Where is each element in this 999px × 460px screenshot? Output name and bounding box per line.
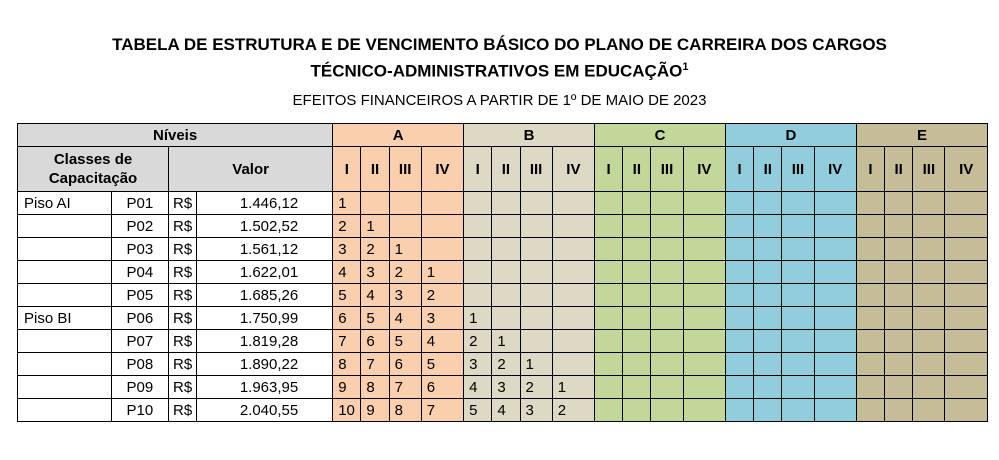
level-cell — [856, 353, 884, 376]
level-cell — [520, 330, 552, 353]
level-header-b-4: IV — [552, 147, 594, 192]
table-row — [18, 261, 988, 284]
valor-cell: 1.750,99 — [197, 307, 333, 330]
level-cell: 1 — [520, 353, 552, 376]
class-code-cell: P07 — [111, 330, 168, 353]
level-cell — [595, 261, 623, 284]
level-cell — [945, 353, 988, 376]
level-cell — [782, 399, 814, 422]
level-cell — [782, 353, 814, 376]
level-cell — [856, 238, 884, 261]
valor-cell: 1.963,95 — [197, 376, 333, 399]
level-cell — [651, 307, 683, 330]
level-cell — [754, 376, 782, 399]
level-cell — [683, 376, 725, 399]
level-cell — [782, 376, 814, 399]
level-cell — [885, 215, 913, 238]
level-cell: 9 — [361, 399, 389, 422]
level-cell: 2 — [421, 284, 463, 307]
level-cell — [552, 238, 594, 261]
level-cell — [913, 284, 945, 307]
level-cell — [754, 192, 782, 215]
level-cell — [492, 238, 520, 261]
level-cell: 1 — [421, 261, 463, 284]
level-cell — [885, 284, 913, 307]
currency-cell: R$ — [169, 399, 197, 422]
level-cell — [814, 215, 856, 238]
level-cell — [683, 284, 725, 307]
class-code-cell: P02 — [111, 215, 168, 238]
level-cell — [651, 215, 683, 238]
level-cell — [856, 284, 884, 307]
piso-cell — [18, 215, 112, 238]
level-cell — [913, 238, 945, 261]
level-cell — [885, 376, 913, 399]
level-cell — [683, 353, 725, 376]
level-cell — [421, 238, 463, 261]
currency-cell: R$ — [169, 307, 197, 330]
group-header-d: D — [725, 124, 856, 147]
level-cell: 4 — [492, 399, 520, 422]
level-cell: 1 — [333, 192, 361, 215]
level-cell — [595, 353, 623, 376]
level-cell: 7 — [389, 376, 421, 399]
class-code-cell: P01 — [111, 192, 168, 215]
currency-cell: R$ — [169, 238, 197, 261]
level-cell — [421, 215, 463, 238]
table-row — [18, 330, 988, 353]
level-cell — [595, 284, 623, 307]
level-cell: 1 — [361, 215, 389, 238]
table-row — [18, 238, 988, 261]
level-cell: 5 — [464, 399, 492, 422]
level-cell — [725, 330, 753, 353]
level-cell — [725, 215, 753, 238]
level-cell: 6 — [361, 330, 389, 353]
level-cell — [520, 261, 552, 284]
level-cell: 4 — [389, 307, 421, 330]
level-cell: 4 — [361, 284, 389, 307]
valor-cell: 1.446,12 — [197, 192, 333, 215]
class-code-cell: P08 — [111, 353, 168, 376]
level-cell — [651, 399, 683, 422]
level-cell — [945, 330, 988, 353]
level-cell: 2 — [464, 330, 492, 353]
piso-cell — [18, 330, 112, 353]
level-header-d-4: IV — [814, 147, 856, 192]
level-cell — [520, 307, 552, 330]
level-header-a-2: II — [361, 147, 389, 192]
level-cell — [651, 353, 683, 376]
level-cell — [782, 261, 814, 284]
level-cell — [464, 284, 492, 307]
level-cell: 2 — [333, 215, 361, 238]
level-cell — [913, 192, 945, 215]
table-row — [18, 284, 988, 307]
level-cell — [814, 353, 856, 376]
currency-cell: R$ — [169, 215, 197, 238]
level-header-a-1: I — [333, 147, 361, 192]
level-cell — [623, 307, 651, 330]
level-cell: 4 — [421, 330, 463, 353]
level-cell — [725, 238, 753, 261]
currency-cell: R$ — [169, 330, 197, 353]
level-cell — [913, 307, 945, 330]
level-cell: 6 — [421, 376, 463, 399]
level-cell: 3 — [421, 307, 463, 330]
piso-cell — [18, 238, 112, 261]
level-cell — [725, 353, 753, 376]
level-cell — [361, 192, 389, 215]
level-cell — [856, 307, 884, 330]
level-header-c-2: II — [623, 147, 651, 192]
level-cell: 7 — [333, 330, 361, 353]
level-cell — [782, 330, 814, 353]
level-header-a-4: IV — [421, 147, 463, 192]
level-header-b-1: I — [464, 147, 492, 192]
level-cell — [623, 399, 651, 422]
level-cell — [464, 238, 492, 261]
level-header-a-3: III — [389, 147, 421, 192]
level-cell — [814, 376, 856, 399]
level-cell: 3 — [464, 353, 492, 376]
level-header-e-4: IV — [945, 147, 988, 192]
level-cell — [552, 330, 594, 353]
level-cell — [683, 238, 725, 261]
level-cell — [595, 330, 623, 353]
level-cell — [595, 238, 623, 261]
level-cell — [913, 353, 945, 376]
level-cell: 3 — [520, 399, 552, 422]
valor-cell: 1.561,12 — [197, 238, 333, 261]
level-cell: 1 — [464, 307, 492, 330]
level-cell: 1 — [552, 376, 594, 399]
level-cell — [885, 399, 913, 422]
level-cell: 5 — [333, 284, 361, 307]
level-cell — [725, 284, 753, 307]
valor-cell: 1.685,26 — [197, 284, 333, 307]
level-cell — [913, 399, 945, 422]
class-code-cell: P04 — [111, 261, 168, 284]
level-cell — [814, 238, 856, 261]
level-cell: 2 — [389, 261, 421, 284]
level-cell — [552, 353, 594, 376]
level-cell — [754, 307, 782, 330]
valor-header: Valor — [169, 147, 333, 192]
level-cell — [492, 284, 520, 307]
level-cell: 2 — [552, 399, 594, 422]
level-cell: 6 — [389, 353, 421, 376]
class-code-cell: P03 — [111, 238, 168, 261]
level-cell — [856, 399, 884, 422]
level-cell — [814, 284, 856, 307]
level-cell — [782, 192, 814, 215]
level-cell — [464, 261, 492, 284]
valor-cell: 1.502,52 — [197, 215, 333, 238]
level-cell — [782, 215, 814, 238]
level-cell — [651, 330, 683, 353]
level-cell — [651, 261, 683, 284]
level-cell — [623, 238, 651, 261]
group-header-b: B — [464, 124, 595, 147]
level-cell — [651, 376, 683, 399]
level-cell — [552, 261, 594, 284]
level-cell — [885, 330, 913, 353]
valor-cell: 1.890,22 — [197, 353, 333, 376]
level-cell — [754, 399, 782, 422]
level-cell: 7 — [421, 399, 463, 422]
level-cell — [595, 215, 623, 238]
level-cell — [623, 376, 651, 399]
level-cell: 3 — [492, 376, 520, 399]
roman-header-row — [18, 147, 988, 192]
level-cell: 2 — [520, 376, 552, 399]
piso-cell — [18, 399, 112, 422]
level-cell: 5 — [389, 330, 421, 353]
classes-header — [18, 147, 169, 192]
level-cell — [683, 192, 725, 215]
level-cell: 7 — [361, 353, 389, 376]
valor-cell: 1.819,28 — [197, 330, 333, 353]
level-cell — [945, 192, 988, 215]
level-cell — [856, 192, 884, 215]
level-cell — [754, 330, 782, 353]
level-cell — [754, 353, 782, 376]
currency-cell: R$ — [169, 284, 197, 307]
level-header-c-3: III — [651, 147, 683, 192]
level-cell: 5 — [361, 307, 389, 330]
group-header-a: A — [333, 124, 464, 147]
level-cell — [814, 330, 856, 353]
level-cell — [595, 399, 623, 422]
level-cell — [814, 192, 856, 215]
class-code-cell: P05 — [111, 284, 168, 307]
niveis-header: Níveis — [18, 124, 333, 147]
level-cell — [814, 261, 856, 284]
level-cell — [754, 238, 782, 261]
currency-cell: R$ — [169, 261, 197, 284]
level-cell — [552, 215, 594, 238]
level-cell — [814, 399, 856, 422]
level-cell — [623, 284, 651, 307]
level-cell — [754, 261, 782, 284]
level-cell: 4 — [464, 376, 492, 399]
level-cell — [913, 215, 945, 238]
level-cell — [885, 353, 913, 376]
level-cell: 10 — [333, 399, 361, 422]
level-cell — [856, 376, 884, 399]
piso-cell: Piso BI — [18, 307, 112, 330]
level-cell — [725, 399, 753, 422]
level-cell — [520, 284, 552, 307]
piso-cell: Piso AI — [18, 192, 112, 215]
level-cell — [492, 192, 520, 215]
level-cell — [683, 215, 725, 238]
level-cell: 5 — [421, 353, 463, 376]
title-footnote-mark: 1 — [682, 61, 689, 73]
level-cell: 1 — [389, 238, 421, 261]
title-line-1: TABELA DE ESTRUTURA E DE VENCIMENTO BÁSICO DO PLANO DE CARREIRA DOS CARGOS — [112, 35, 887, 54]
level-cell: 3 — [389, 284, 421, 307]
level-cell — [623, 215, 651, 238]
level-cell — [725, 192, 753, 215]
level-header-e-1: I — [856, 147, 884, 192]
level-cell: 9 — [333, 376, 361, 399]
level-cell — [651, 192, 683, 215]
document-title — [0, 34, 999, 83]
group-header-row — [18, 124, 988, 147]
level-cell — [856, 261, 884, 284]
level-cell — [421, 192, 463, 215]
level-cell — [651, 284, 683, 307]
level-cell — [683, 330, 725, 353]
level-cell — [683, 399, 725, 422]
level-cell — [885, 192, 913, 215]
group-header-c: C — [595, 124, 726, 147]
title-line-2: TÉCNICO-ADMINISTRATIVOS EM EDUCAÇÃO — [310, 61, 683, 81]
level-cell — [552, 307, 594, 330]
level-header-b-3: III — [520, 147, 552, 192]
level-cell — [782, 284, 814, 307]
level-cell: 6 — [333, 307, 361, 330]
level-cell — [683, 261, 725, 284]
level-cell — [725, 307, 753, 330]
level-cell — [595, 307, 623, 330]
level-header-c-4: IV — [683, 147, 725, 192]
level-header-d-3: III — [782, 147, 814, 192]
level-cell — [814, 307, 856, 330]
level-cell — [945, 238, 988, 261]
level-cell — [623, 353, 651, 376]
level-cell: 4 — [333, 261, 361, 284]
level-cell — [725, 261, 753, 284]
salary-structure-table — [17, 123, 988, 422]
level-cell: 3 — [333, 238, 361, 261]
class-code-cell: P06 — [111, 307, 168, 330]
currency-cell: R$ — [169, 376, 197, 399]
table-row — [18, 376, 988, 399]
level-header-d-1: I — [725, 147, 753, 192]
level-cell — [782, 307, 814, 330]
table-body — [18, 192, 988, 422]
piso-cell — [18, 284, 112, 307]
group-header-e: E — [856, 124, 987, 147]
level-cell — [683, 307, 725, 330]
level-cell: 1 — [492, 330, 520, 353]
piso-cell — [18, 261, 112, 284]
level-cell — [552, 284, 594, 307]
level-cell — [885, 261, 913, 284]
valor-cell: 1.622,01 — [197, 261, 333, 284]
level-cell — [945, 376, 988, 399]
class-code-cell: P09 — [111, 376, 168, 399]
level-cell: 2 — [492, 353, 520, 376]
level-cell — [945, 399, 988, 422]
table-row — [18, 399, 988, 422]
level-cell — [913, 261, 945, 284]
level-cell — [913, 376, 945, 399]
level-cell — [754, 215, 782, 238]
level-cell — [520, 238, 552, 261]
level-cell — [913, 330, 945, 353]
level-cell — [552, 192, 594, 215]
valor-cell: 2.040,55 — [197, 399, 333, 422]
level-cell — [520, 192, 552, 215]
level-cell — [945, 307, 988, 330]
level-cell — [595, 192, 623, 215]
level-cell — [520, 215, 552, 238]
classes-header-label: Classes de Capacitação — [48, 151, 138, 187]
level-cell — [623, 192, 651, 215]
level-header-e-2: II — [885, 147, 913, 192]
level-cell — [945, 284, 988, 307]
level-cell — [782, 238, 814, 261]
level-header-b-2: II — [492, 147, 520, 192]
level-cell — [492, 215, 520, 238]
table-row — [18, 215, 988, 238]
level-cell — [885, 307, 913, 330]
level-cell — [945, 215, 988, 238]
level-cell: 3 — [361, 261, 389, 284]
level-cell — [651, 238, 683, 261]
document-subtitle: EFEITOS FINANCEIROS A PARTIR DE 1º DE MAIO DE 2023 — [292, 92, 707, 109]
level-cell: 8 — [333, 353, 361, 376]
table-row — [18, 307, 988, 330]
level-cell — [623, 261, 651, 284]
table-row — [18, 353, 988, 376]
level-cell — [885, 238, 913, 261]
level-header-c-1: I — [595, 147, 623, 192]
class-code-cell: P10 — [111, 399, 168, 422]
level-cell — [389, 192, 421, 215]
level-cell: 2 — [361, 238, 389, 261]
level-cell: 8 — [389, 399, 421, 422]
level-cell — [464, 215, 492, 238]
level-cell — [856, 330, 884, 353]
level-cell — [725, 376, 753, 399]
level-cell — [492, 261, 520, 284]
level-cell — [595, 376, 623, 399]
level-cell — [492, 307, 520, 330]
piso-cell — [18, 376, 112, 399]
table-row — [18, 192, 988, 215]
level-header-e-3: III — [913, 147, 945, 192]
level-cell — [945, 261, 988, 284]
level-cell — [754, 284, 782, 307]
level-cell — [464, 192, 492, 215]
level-cell — [623, 330, 651, 353]
piso-cell — [18, 353, 112, 376]
level-cell: 8 — [361, 376, 389, 399]
currency-cell: R$ — [169, 353, 197, 376]
currency-cell: R$ — [169, 192, 197, 215]
level-cell — [389, 215, 421, 238]
level-cell — [856, 215, 884, 238]
level-header-d-2: II — [754, 147, 782, 192]
